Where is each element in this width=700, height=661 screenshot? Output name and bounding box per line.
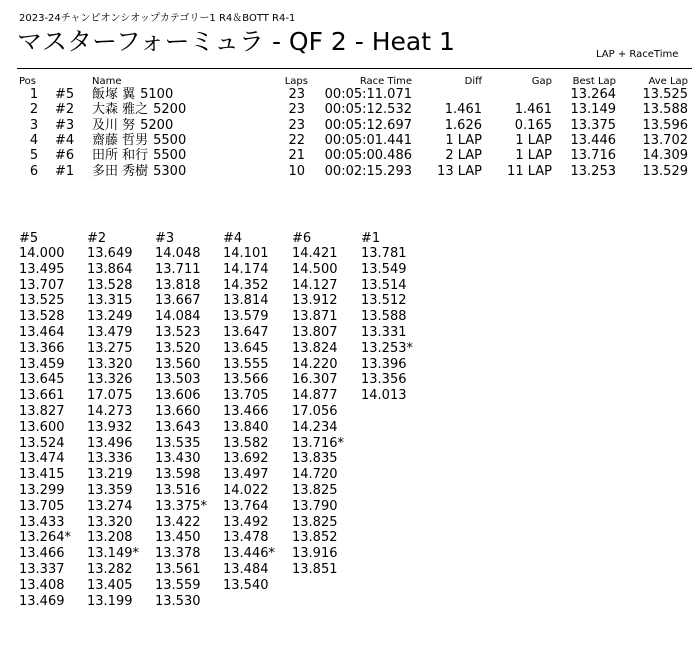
lap-time: 14.084 xyxy=(155,309,201,325)
lap-time: 13.932 xyxy=(87,419,133,435)
lap-time: 13.818 xyxy=(155,277,201,293)
lap-time: 13.433 xyxy=(19,514,65,530)
result-laps: 23 xyxy=(288,87,305,102)
result-driver-class: 5500 xyxy=(153,132,187,148)
lap-time: 13.359 xyxy=(87,482,133,498)
lap-time: 13.582 xyxy=(223,435,269,451)
lap-time: 13.667 xyxy=(155,293,201,309)
lap-list xyxy=(87,246,157,609)
lap-time: 13.464 xyxy=(19,324,65,340)
lap-time: 13.692 xyxy=(223,451,269,467)
result-best-lap: 13.375 xyxy=(570,117,616,133)
lap-column xyxy=(19,231,89,609)
result-laps: 22 xyxy=(288,132,305,148)
page-title: マスターフォーミュラ - QF 2 - Heat 1 xyxy=(17,27,455,56)
lap-time: 14.013 xyxy=(361,388,407,404)
result-car-number: #3 xyxy=(55,117,75,133)
lap-time: 13.484 xyxy=(223,561,269,577)
col-header-diff: Diff xyxy=(464,76,482,87)
result-driver xyxy=(92,164,186,179)
result-ave-lap: 13.702 xyxy=(642,132,688,148)
result-pos: 3 xyxy=(29,117,39,133)
lap-time: 13.588 xyxy=(361,309,407,325)
lap-time: 13.705 xyxy=(223,388,269,404)
lap-time: 14.022 xyxy=(223,482,269,498)
lap-time: 13.707 xyxy=(19,277,65,293)
lap-time: 14.273 xyxy=(87,403,133,419)
lap-time: 13.524 xyxy=(19,435,65,451)
result-pos: 5 xyxy=(29,148,39,164)
lap-time: 14.101 xyxy=(223,246,269,261)
lap-column xyxy=(87,231,157,609)
result-laps: 10 xyxy=(288,163,305,179)
lap-time: 13.606 xyxy=(155,388,201,404)
result-laps: 23 xyxy=(288,117,305,133)
lap-time: 13.912 xyxy=(292,293,338,309)
lap-time: 14.127 xyxy=(292,277,338,293)
lap-time: 13.827 xyxy=(19,403,65,419)
lap-time: 13.790 xyxy=(292,498,338,514)
lap-time: 17.075 xyxy=(87,388,133,404)
lap-time: 13.208 xyxy=(87,530,133,546)
lap-column-car-number: #3 xyxy=(155,231,175,246)
lap-time: 13.598 xyxy=(155,467,201,483)
lap-time: 13.446* xyxy=(223,546,275,562)
lap-time: 13.396 xyxy=(361,356,407,372)
lap-time: 13.600 xyxy=(19,419,65,435)
result-diff: 1.626 xyxy=(444,117,482,133)
lap-time: 13.523 xyxy=(155,324,201,340)
lap-column xyxy=(361,231,431,404)
lap-time: 14.877 xyxy=(292,388,338,404)
col-header-laps: Laps xyxy=(284,76,308,87)
lap-column-car-number: #2 xyxy=(87,231,107,246)
lap-time: 13.540 xyxy=(223,577,269,593)
result-pos: 2 xyxy=(29,102,39,118)
lap-time: 13.661 xyxy=(19,388,65,404)
lap-time: 13.528 xyxy=(19,309,65,325)
result-race-time: 00:05:11.071 xyxy=(324,87,412,102)
result-car-number: #5 xyxy=(55,87,75,102)
lap-time: 14.421 xyxy=(292,246,338,261)
col-header-best-lap: Best Lap xyxy=(572,76,616,87)
result-race-time: 00:05:01.441 xyxy=(324,132,412,148)
results-table xyxy=(0,76,700,196)
result-driver-name: 齋藤 哲男 xyxy=(92,132,149,148)
result-gap: 1 LAP xyxy=(515,132,552,148)
result-diff: 13 LAP xyxy=(437,163,482,179)
lap-time: 13.649 xyxy=(87,246,133,261)
lap-column-car-number: #1 xyxy=(361,231,381,246)
lap-time: 14.720 xyxy=(292,467,338,483)
lap-time: 13.337 xyxy=(19,561,65,577)
result-gap: 1.461 xyxy=(514,102,552,118)
result-driver-class: 5100 xyxy=(140,87,174,102)
result-pos: 6 xyxy=(29,163,39,179)
lap-time: 13.469 xyxy=(19,593,65,609)
result-car-number: #1 xyxy=(55,163,75,179)
lap-time: 13.645 xyxy=(19,372,65,388)
lap-time: 13.535 xyxy=(155,435,201,451)
lap-time: 13.864 xyxy=(87,261,133,277)
lap-time: 13.645 xyxy=(223,340,269,356)
result-driver-name: 田所 和行 xyxy=(92,148,149,164)
result-laps: 23 xyxy=(288,102,305,118)
lap-time: 13.781 xyxy=(361,246,407,261)
lap-time: 13.825 xyxy=(292,514,338,530)
result-ave-lap: 13.596 xyxy=(642,117,688,133)
header-divider xyxy=(17,68,692,69)
lap-time: 13.199 xyxy=(87,593,133,609)
lap-time: 13.852 xyxy=(292,530,338,546)
lap-time: 13.916 xyxy=(292,546,338,562)
lap-time: 13.516 xyxy=(155,482,201,498)
result-driver-class: 5200 xyxy=(153,102,187,118)
lap-time: 13.326 xyxy=(87,372,133,388)
col-header-gap: Gap xyxy=(531,76,552,87)
lap-time: 13.825 xyxy=(292,482,338,498)
col-header-race-time: Race Time xyxy=(359,76,412,87)
result-driver-class: 5500 xyxy=(153,148,187,164)
lap-time: 13.647 xyxy=(223,324,269,340)
lap-time: 13.560 xyxy=(155,356,201,372)
result-best-lap: 13.446 xyxy=(570,132,616,148)
lap-time: 13.851 xyxy=(292,561,338,577)
result-driver xyxy=(92,133,186,148)
lap-time: 13.566 xyxy=(223,372,269,388)
lap-time: 13.320 xyxy=(87,514,133,530)
lap-time: 13.492 xyxy=(223,514,269,530)
lap-column-car-number: #4 xyxy=(223,231,243,246)
result-driver xyxy=(92,118,173,133)
lap-time: 13.149* xyxy=(87,546,139,562)
result-driver-name: 及川 努 xyxy=(92,117,136,133)
result-race-time: 00:05:12.532 xyxy=(324,102,412,118)
lap-list xyxy=(19,246,89,609)
lap-time: 13.282 xyxy=(87,561,133,577)
lap-time: 13.814 xyxy=(223,293,269,309)
col-header-ave-lap: Ave Lap xyxy=(648,76,688,87)
lap-time: 13.474 xyxy=(19,451,65,467)
col-header-pos: Pos xyxy=(19,76,37,87)
lap-time: 13.549 xyxy=(361,261,407,277)
result-driver-name: 多田 秀樹 xyxy=(92,163,149,179)
lap-time: 13.378 xyxy=(155,546,201,562)
lap-time: 13.497 xyxy=(223,467,269,483)
lap-time: 13.660 xyxy=(155,403,201,419)
lap-time: 17.056 xyxy=(292,403,338,419)
lap-time: 13.716* xyxy=(292,435,344,451)
lap-time: 13.264* xyxy=(19,530,71,546)
lap-time: 13.479 xyxy=(87,324,133,340)
result-best-lap: 13.716 xyxy=(570,148,616,164)
result-diff: 1 LAP xyxy=(445,132,482,148)
lap-time: 13.356 xyxy=(361,372,407,388)
result-race-time: 00:05:12.697 xyxy=(324,117,412,133)
result-best-lap: 13.253 xyxy=(570,163,616,179)
lap-time: 13.450 xyxy=(155,530,201,546)
lap-time: 13.253* xyxy=(361,340,413,356)
lap-time: 13.764 xyxy=(223,498,269,514)
lap-time: 13.555 xyxy=(223,356,269,372)
result-car-number: #2 xyxy=(55,102,75,118)
result-gap: 11 LAP xyxy=(507,163,552,179)
lap-time: 13.495 xyxy=(19,261,65,277)
report-type-label: LAP + RaceTime xyxy=(596,49,679,60)
col-header-name: Name xyxy=(92,76,122,87)
lap-time: 13.375* xyxy=(155,498,207,514)
lap-time: 14.352 xyxy=(223,277,269,293)
result-ave-lap: 13.525 xyxy=(642,87,688,102)
result-driver-name: 大森 雅之 xyxy=(92,102,149,118)
lap-time: 13.512 xyxy=(361,293,407,309)
result-race-time: 00:02:15.293 xyxy=(324,163,412,179)
result-ave-lap: 13.588 xyxy=(642,102,688,118)
lap-time: 13.503 xyxy=(155,372,201,388)
lap-time: 13.405 xyxy=(87,577,133,593)
lap-time: 13.514 xyxy=(361,277,407,293)
lap-time: 13.430 xyxy=(155,451,201,467)
lap-time: 13.466 xyxy=(223,403,269,419)
result-driver xyxy=(92,102,186,117)
lap-time: 13.478 xyxy=(223,530,269,546)
lap-time: 13.824 xyxy=(292,340,338,356)
lap-column xyxy=(155,231,225,609)
lap-column xyxy=(223,231,293,594)
result-diff: 1.461 xyxy=(444,102,482,118)
result-race-time: 00:05:00.486 xyxy=(324,148,412,164)
lap-time: 13.331 xyxy=(361,324,407,340)
lap-time: 13.705 xyxy=(19,498,65,514)
event-title: 2023-24チャンピオンシオップカテゴリー1 R4＆BOTT R4-1 xyxy=(19,13,296,24)
lap-list xyxy=(292,246,362,578)
lap-time: 14.000 xyxy=(19,246,65,261)
result-driver xyxy=(92,148,186,163)
result-best-lap: 13.149 xyxy=(570,102,616,118)
result-diff: 2 LAP xyxy=(445,148,482,164)
lap-time: 13.559 xyxy=(155,577,201,593)
result-ave-lap: 14.309 xyxy=(642,148,688,164)
lap-time: 13.835 xyxy=(292,451,338,467)
lap-time: 13.336 xyxy=(87,451,133,467)
lap-time: 14.500 xyxy=(292,261,338,277)
result-driver xyxy=(92,87,173,102)
lap-time: 13.415 xyxy=(19,467,65,483)
lap-time: 13.299 xyxy=(19,482,65,498)
lap-list xyxy=(223,246,293,594)
lap-time: 13.249 xyxy=(87,309,133,325)
lap-time: 13.840 xyxy=(223,419,269,435)
lap-time: 14.048 xyxy=(155,246,201,261)
lap-time: 14.220 xyxy=(292,356,338,372)
result-gap: 0.165 xyxy=(514,117,552,133)
lap-time: 13.496 xyxy=(87,435,133,451)
lap-list xyxy=(155,246,225,609)
lap-column-car-number: #5 xyxy=(19,231,39,246)
result-driver-name: 飯塚 翼 xyxy=(92,87,136,102)
lap-time: 13.219 xyxy=(87,467,133,483)
lap-time: 13.275 xyxy=(87,340,133,356)
lap-time: 13.807 xyxy=(292,324,338,340)
result-pos: 4 xyxy=(29,132,39,148)
lap-time: 13.459 xyxy=(19,356,65,372)
result-car-number: #6 xyxy=(55,148,75,164)
lap-time: 13.408 xyxy=(19,577,65,593)
result-driver-class: 5300 xyxy=(153,163,187,179)
lap-time: 13.643 xyxy=(155,419,201,435)
lap-time: 13.579 xyxy=(223,309,269,325)
lap-time: 13.528 xyxy=(87,277,133,293)
lap-times-table xyxy=(0,231,700,651)
lap-time: 13.274 xyxy=(87,498,133,514)
lap-time: 13.315 xyxy=(87,293,133,309)
lap-time: 13.366 xyxy=(19,340,65,356)
lap-time: 14.234 xyxy=(292,419,338,435)
lap-column-car-number: #6 xyxy=(292,231,312,246)
result-driver-class: 5200 xyxy=(140,117,174,133)
result-laps: 21 xyxy=(288,148,305,164)
lap-time: 13.525 xyxy=(19,293,65,309)
lap-time: 13.561 xyxy=(155,561,201,577)
result-pos: 1 xyxy=(29,87,39,102)
lap-column xyxy=(292,231,362,578)
lap-time: 13.530 xyxy=(155,593,201,609)
lap-list xyxy=(361,246,431,404)
lap-time: 16.307 xyxy=(292,372,338,388)
result-ave-lap: 13.529 xyxy=(642,163,688,179)
result-best-lap: 13.264 xyxy=(570,87,616,102)
lap-time: 13.422 xyxy=(155,514,201,530)
lap-time: 14.174 xyxy=(223,261,269,277)
result-gap: 1 LAP xyxy=(515,148,552,164)
lap-time: 13.466 xyxy=(19,546,65,562)
lap-time: 13.320 xyxy=(87,356,133,372)
lap-time: 13.711 xyxy=(155,261,201,277)
lap-time: 13.871 xyxy=(292,309,338,325)
lap-time: 13.520 xyxy=(155,340,201,356)
result-car-number: #4 xyxy=(55,132,75,148)
